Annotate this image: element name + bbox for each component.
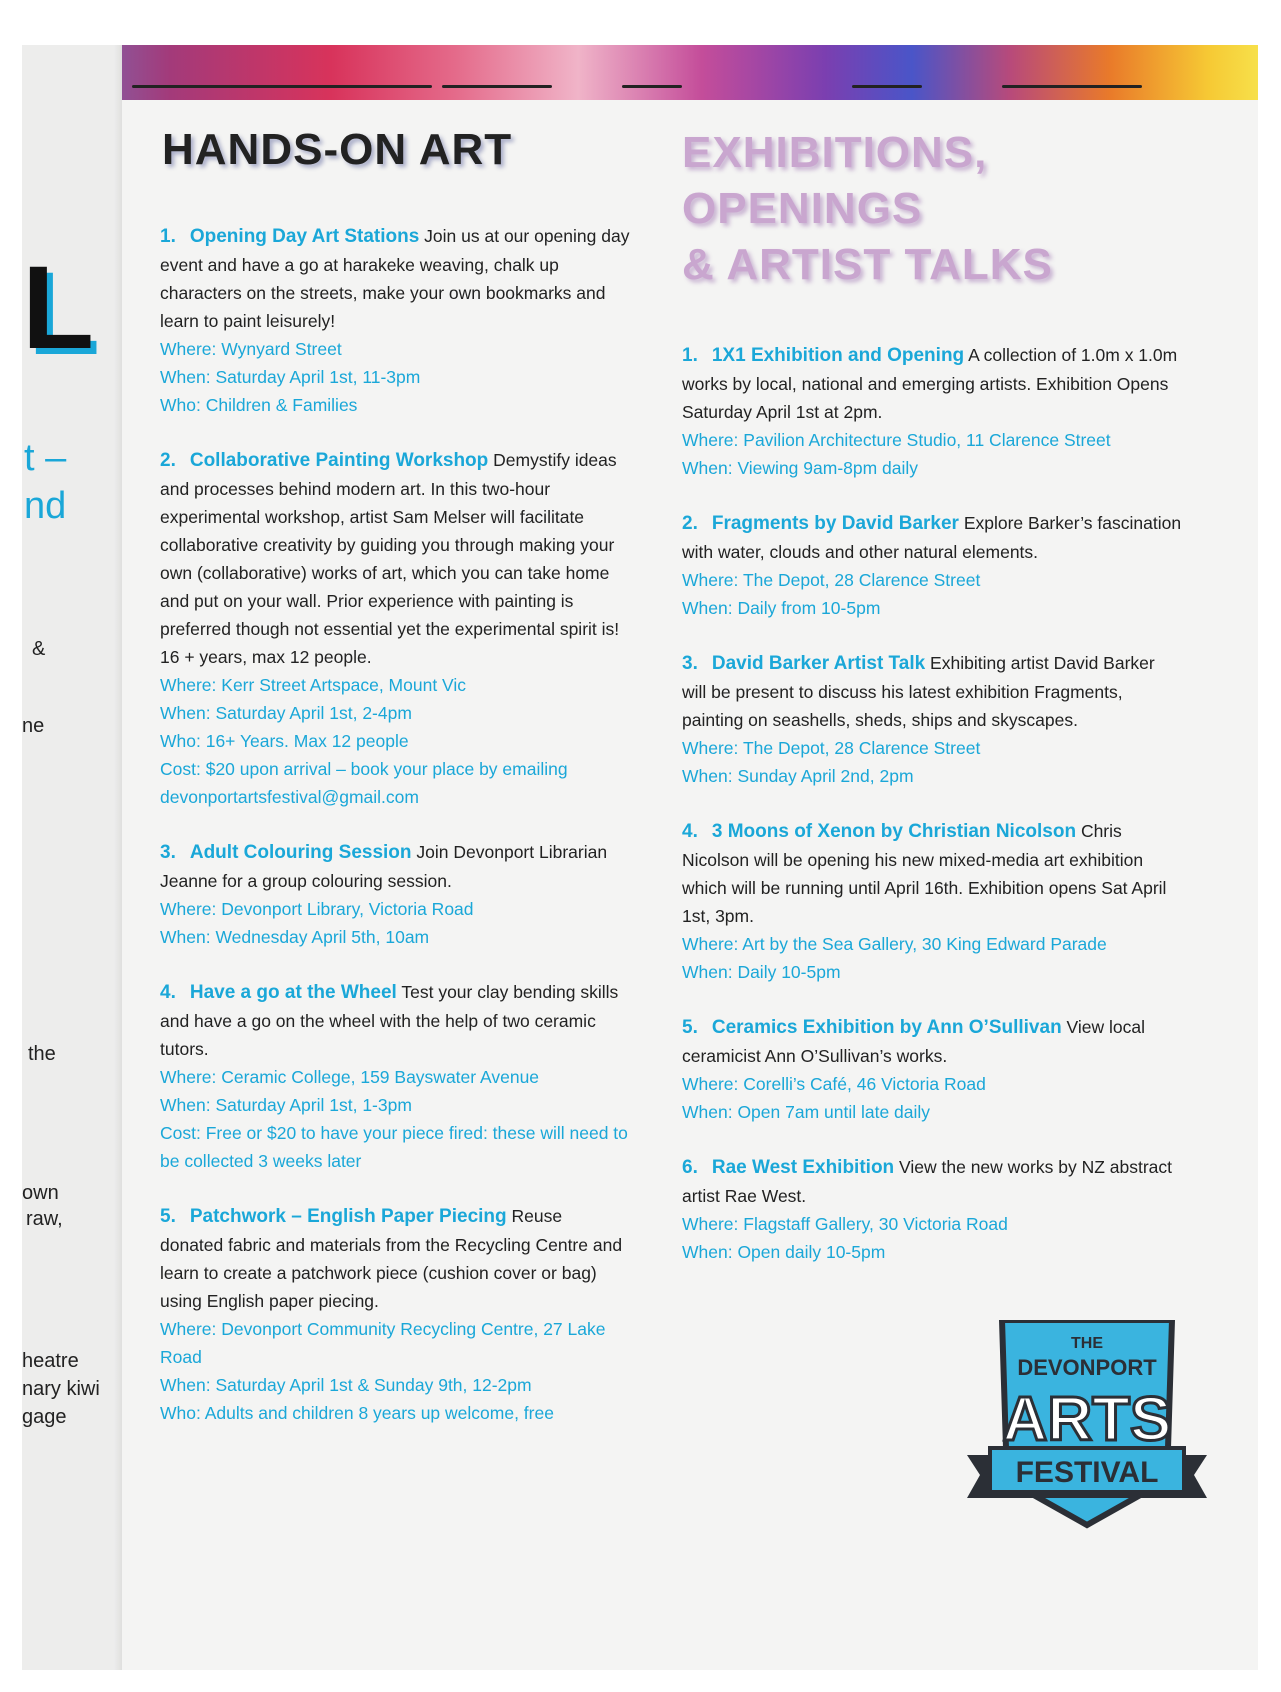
item-description [160, 838, 630, 895]
item-title-text: 1X1 Exhibition and Opening [711, 345, 965, 366]
item-title-text: 3 Moons of Xenon by Christian Nicolson [711, 821, 1077, 842]
list-item [160, 446, 630, 811]
exhibitions-heading [682, 125, 1053, 293]
item-detail: Where: Corelli’s Café, 46 Victoria Road [682, 1074, 986, 1094]
item-number: 4. [682, 821, 698, 842]
banner-stroke [1002, 85, 1142, 88]
fragment-text: the [28, 1043, 56, 1065]
devonport-arts-festival-logo [962, 1320, 1212, 1530]
item-detail: When: Viewing 9am-8pm daily [682, 458, 919, 478]
list-item [160, 1202, 630, 1427]
item-desc-text: Chris Nicolson will be opening his new mixed-media art exhibition which will be running until April 16th. Exhibition opens Sat April 1st, 3pm. [682, 821, 1167, 926]
item-detail: When: Saturday April 1st, 11-3pm [160, 367, 421, 387]
list-item [682, 649, 1182, 790]
item-desc-text: Exhibiting artist David Barker will be present to discuss his latest exhibition Fragments, painting on seashells, sheds, ships and skyscapes. [682, 653, 1155, 730]
hands-on-art-heading: HANDS-ON ART [162, 125, 513, 174]
item-desc-text: A collection of 1.0m x 1.0m works by local, national and emerging artists. Exhibition Opens Saturday April 1st at 2pm. [682, 345, 1178, 422]
item-description [160, 446, 630, 671]
item-title [682, 513, 959, 534]
item-title [682, 1017, 1062, 1038]
item-desc-text: View the new works by NZ abstract artist Rae West. [682, 1157, 1173, 1206]
item-detail: Where: Kerr Street Artspace, Mount Vic [160, 675, 467, 695]
exhibitions-list [682, 341, 1182, 1293]
item-number: 2. [160, 450, 176, 471]
list-item [160, 978, 630, 1175]
list-item [682, 509, 1182, 622]
list-item [682, 817, 1182, 986]
item-title-text: Patchwork – English Paper Piecing [189, 1206, 507, 1227]
item-detail: When: Saturday April 1st & Sunday 9th, 12-2pm [160, 1375, 532, 1395]
item-title [682, 821, 1076, 842]
item-desc-text: View local ceramicist Ann O’Sullivan’s works. [682, 1017, 1146, 1066]
item-desc-text: Test your clay bending skills and have a go on the wheel with the help of two ceramic tutors. [160, 982, 619, 1059]
previous-panel-fragment [22, 45, 122, 1670]
fragment-big-letter: L [22, 242, 95, 374]
fragment-text: raw, [26, 1208, 63, 1230]
fragment-text: & [32, 638, 46, 660]
exhibitions-heading-line: OPENINGS [682, 184, 923, 233]
item-detail: Where: The Depot, 28 Clarence Street [682, 738, 981, 758]
item-description [682, 649, 1182, 734]
fragment-text: ne [22, 715, 45, 737]
fragment-text: own [22, 1182, 59, 1204]
item-title [160, 450, 488, 471]
item-desc-text: Reuse donated fabric and materials from the Recycling Centre and learn to create a patchwork piece (cushion cover or bag) using English paper piecing. [160, 1206, 623, 1311]
item-detail: Where: Ceramic College, 159 Bayswater Avenue [160, 1067, 540, 1087]
item-title [160, 226, 419, 247]
exhibitions-heading-line: & ARTIST TALKS [682, 240, 1053, 289]
list-item [160, 222, 630, 419]
item-title [682, 653, 925, 674]
fragment-text: nd [24, 485, 67, 527]
fragment-text: gage [22, 1406, 67, 1428]
item-title-text: David Barker Artist Talk [711, 653, 926, 674]
item-desc-text: Join us at our opening day event and have a go at harakeke weaving, chalk up characters on the streets, make your own bookmarks and learn to paint leisurely! [160, 226, 630, 331]
item-detail: Where: Pavilion Architecture Studio, 11 Clarence Street [682, 430, 1111, 450]
item-detail: Who: Children & Families [160, 395, 358, 415]
item-description [160, 222, 630, 335]
item-detail: Where: The Depot, 28 Clarence Street [682, 570, 981, 590]
item-title [682, 1157, 894, 1178]
flyer-page [22, 45, 1258, 1670]
list-item [160, 838, 630, 951]
item-title [682, 345, 964, 366]
logo-festival: FESTIVAL [1015, 1456, 1159, 1489]
item-detail: When: Daily 10-5pm [682, 962, 841, 982]
logo-the: THE [1071, 1335, 1103, 1352]
item-number: 4. [160, 982, 176, 1003]
item-detail: Where: Devonport Community Recycling Centre, 27 Lake Road [160, 1319, 606, 1367]
banner-stroke [622, 85, 682, 88]
item-number: 2. [682, 513, 698, 534]
item-title-text: Collaborative Painting Workshop [189, 450, 489, 471]
logo-arts: ARTS [1002, 1385, 1172, 1454]
item-detail: Who: 16+ Years. Max 12 people [160, 731, 409, 751]
hands-on-art-list [160, 222, 630, 1454]
item-desc-text: Join Devonport Librarian Jeanne for a group colouring session. [160, 842, 608, 891]
item-title [160, 1206, 507, 1227]
item-detail: Cost: Free or $20 to have your piece fired: these will need to be collected 3 weeks later [160, 1123, 628, 1171]
item-number: 5. [160, 1206, 176, 1227]
item-title [160, 842, 412, 863]
fragment-text: heatre [22, 1350, 79, 1372]
item-description [160, 1202, 630, 1315]
item-description [682, 1153, 1182, 1210]
logo-devonport: DEVONPORT [1017, 1355, 1157, 1380]
item-number: 1. [160, 226, 176, 247]
item-description [682, 817, 1182, 930]
item-title [160, 982, 397, 1003]
item-title-text: Adult Colouring Session [189, 842, 412, 863]
item-number: 5. [682, 1017, 698, 1038]
item-number: 3. [682, 653, 698, 674]
banner-stroke [852, 85, 922, 88]
item-number: 3. [160, 842, 176, 863]
decorative-paint-banner [22, 45, 1258, 100]
item-detail: When: Saturday April 1st, 1-3pm [160, 1095, 412, 1115]
exhibitions-heading-line: EXHIBITIONS, [682, 128, 988, 177]
item-detail: When: Wednesday April 5th, 10am [160, 927, 430, 947]
item-detail: When: Open daily 10-5pm [682, 1242, 886, 1262]
item-detail: When: Open 7am until late daily [682, 1102, 931, 1122]
item-number: 6. [682, 1157, 698, 1178]
item-desc-text: Explore Barker’s fascination with water, clouds and other natural elements. [682, 513, 1182, 562]
item-detail: Where: Art by the Sea Gallery, 30 King Edward Parade [682, 934, 1107, 954]
item-description [682, 509, 1182, 566]
item-description [682, 341, 1182, 426]
item-title-text: Fragments by David Barker [711, 513, 959, 534]
item-title-text: Ceramics Exhibition by Ann O’Sullivan [711, 1017, 1062, 1038]
item-title-text: Have a go at the Wheel [189, 982, 397, 1003]
item-detail: Where: Wynyard Street [160, 339, 342, 359]
fragment-text: nary kiwi [22, 1378, 100, 1400]
item-detail: Who: Adults and children 8 years up welcome, free [160, 1403, 554, 1423]
item-number: 1. [682, 345, 698, 366]
item-description [160, 978, 630, 1063]
list-item [682, 341, 1182, 482]
banner-stroke [442, 85, 552, 88]
item-detail: When: Sunday April 2nd, 2pm [682, 766, 914, 786]
item-desc-text: Demystify ideas and processes behind modern art. In this two-hour experimental workshop, artist Sam Melser will facilitate collaborative creativity by guiding you through making your own (collaborative) works of art, which you can take home and put on your wall. Prior experience with painting is preferred though not essential yet the experimental spirit is! 16 + years, max 12 people. [160, 450, 620, 667]
item-detail: Where: Devonport Library, Victoria Road [160, 899, 474, 919]
item-description [682, 1013, 1182, 1070]
fragment-text: t – [24, 437, 67, 479]
item-title-text: Opening Day Art Stations [189, 226, 420, 247]
list-item [682, 1153, 1182, 1266]
list-item [682, 1013, 1182, 1126]
item-detail: Cost: $20 upon arrival – book your place by emailing devonportartsfestival@gmail.com [160, 759, 568, 807]
item-detail: Where: Flagstaff Gallery, 30 Victoria Road [682, 1214, 1008, 1234]
item-detail: When: Saturday April 1st, 2-4pm [160, 703, 412, 723]
item-detail: When: Daily from 10-5pm [682, 598, 881, 618]
banner-stroke [132, 85, 432, 88]
item-title-text: Rae West Exhibition [711, 1157, 895, 1178]
